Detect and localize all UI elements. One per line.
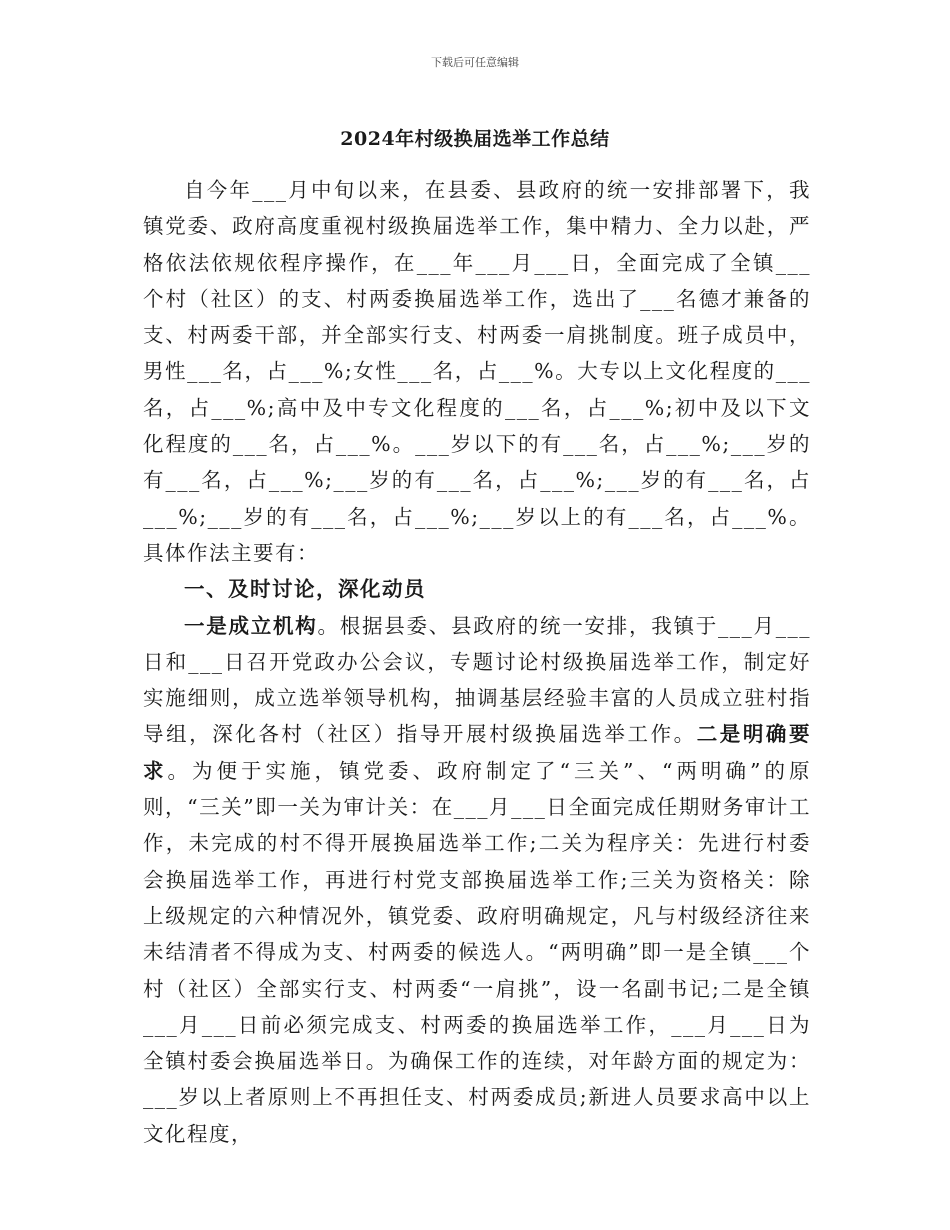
document-title: 2024年村级换届选举工作总结	[340, 128, 610, 150]
paragraph-text: 。根据县委、县政府的统一安排，我镇于___月___日和___日召开党政办公会议，专题讨论村级换届选举工作，制定好实施细则，成立选举领导机构，抽调基层经验丰富的人员成立驻村指导组，深化各村（社区）指导开展村级换届选举工作。	[143, 613, 811, 747]
intro-paragraph: 自今年___月中旬以来，在县委、县政府的统一安排部署下，我镇党委、政府高度重视村级换届选举工作，集中精力、全力以赴，严格依法依规依程序操作，在___年___月___日，全面完成了全镇___个村（社区）的支、村两委换届选举工作，选出了___名德才兼备的支、村两委干部，并全部实行支、村两委一肩挑制度。班子成员中，男性___名，占___%;女性___名，占___%。大专以上文化程度的___名，占___%;高中及中专文化程度的___名，占___%;初中及以下文化程度的___名，占___%。___岁以下的有___名，占___%;___岁的有___名，占___%;___岁的有___名，占___%;___岁的有___名，占___%;___岁的有___名，占___%;___岁以上的有___名，占___%。具体作法主要有：	[143, 178, 811, 565]
paragraph-text: 。为便于实施，镇党委、政府制定了“三关”、“两明确”的原则，“三关”即一关为审计关：在___月___日全面完成任期财务审计工作，未完成的村不得开展换届选举工作;二关为程序关：先进行村委会换届选举工作，再进行村党支部换届选举工作;三关为资格关：除上级规定的六种情况外，镇党委、政府明确规定，凡与村级经济往来未结清者不得成为支、村两委的候选人。“两明确”即一是全镇___个村（社区）全部实行支、村两委“一肩挑”，设一名副书记;二是全镇___月___日前必须完成支、村两委的换届选举工作，___月___日为全镇村委会换届选举日。为确保工作的连续，对年龄方面的规定为：___岁以上者原则上不再担任支、村两委成员;新进人员要求高中以上文化程度，	[143, 758, 812, 1146]
section-heading: 一、及时讨论，深化动员	[184, 577, 426, 602]
bold-lead-text: 二是明确要求	[143, 722, 812, 783]
bold-lead-text: 一是成立机构	[184, 613, 318, 638]
header-note: 下载后可任意编辑	[431, 56, 519, 69]
body-paragraph	[143, 608, 811, 1152]
document-body	[143, 172, 811, 1152]
